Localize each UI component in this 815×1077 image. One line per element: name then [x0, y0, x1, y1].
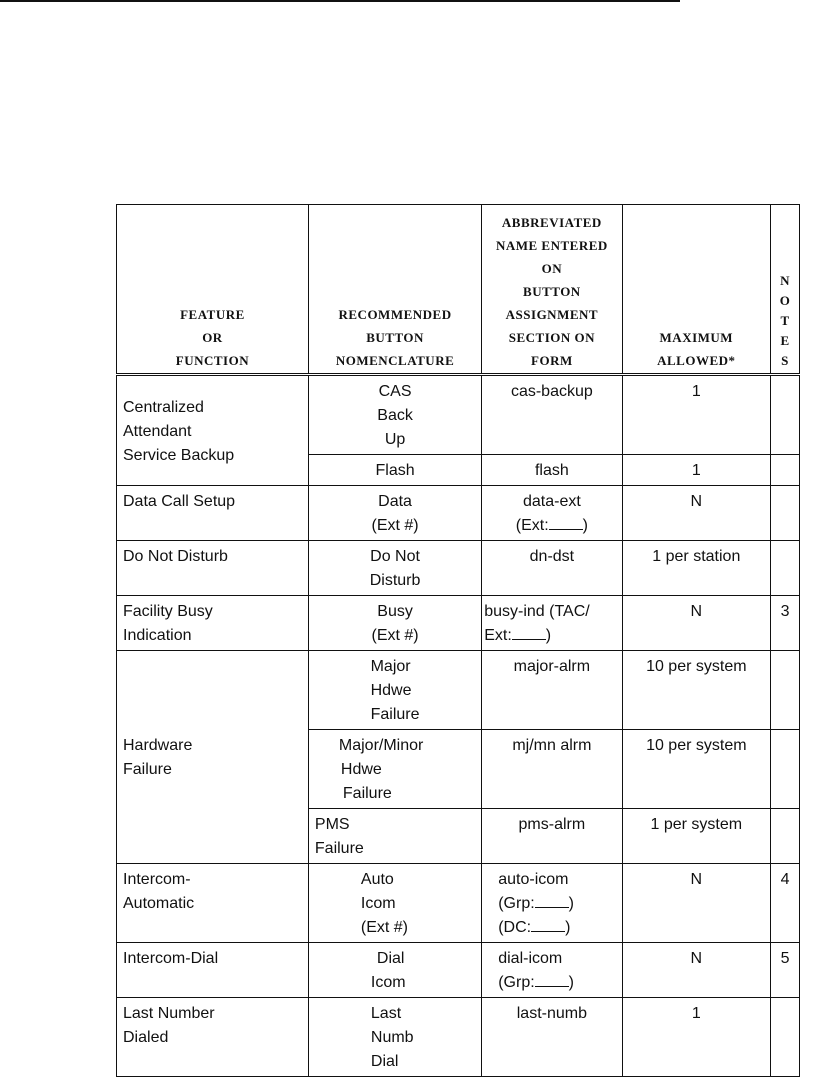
feature-cell: Data Call Setup	[117, 486, 309, 541]
max-cell: 10 per system	[622, 730, 771, 809]
feature-cell: Facility Busy Indication	[117, 596, 309, 651]
max-cell: N	[622, 864, 771, 943]
button-assignment-table	[116, 204, 800, 1077]
note-cell	[771, 651, 800, 730]
table-row	[117, 375, 800, 455]
header-abbrev: ABBREVIATED NAME ENTERED ON BUTTON ASSIGNMENT SECTION ON FORM	[482, 205, 622, 375]
feature-cell: Intercom-Dial	[117, 943, 309, 998]
fill-in-blank	[535, 893, 569, 908]
button-cell: CAS Back Up	[308, 375, 481, 455]
top-rule	[0, 0, 680, 2]
note-cell: 5	[771, 943, 800, 998]
max-cell: 1	[622, 375, 771, 455]
abbrev-cell: major-alrm	[482, 651, 622, 730]
max-cell: 1 per system	[622, 809, 771, 864]
button-cell: Last Numb Dial	[308, 998, 481, 1077]
note-cell	[771, 541, 800, 596]
abbrev-cell: mj/mn alrm	[482, 730, 622, 809]
note-cell	[771, 486, 800, 541]
note-cell: 3	[771, 596, 800, 651]
table-row	[117, 541, 800, 596]
button-cell: Flash	[308, 455, 481, 486]
note-cell	[771, 730, 800, 809]
note-cell	[771, 455, 800, 486]
max-cell: 1 per station	[622, 541, 771, 596]
abbrev-cell: dn-dst	[482, 541, 622, 596]
abbrev-cell: flash	[482, 455, 622, 486]
abbrev-cell: cas-backup	[482, 375, 622, 455]
button-cell: Major/Minor Hdwe Failure	[308, 730, 481, 809]
button-cell: Do Not Disturb	[308, 541, 481, 596]
table-row	[117, 651, 800, 730]
abbrev-cell: auto-icom (Grp: ) (DC: )	[482, 864, 622, 943]
header-maximum: MAXIMUM ALLOWED*	[622, 205, 771, 375]
max-cell: N	[622, 486, 771, 541]
header-button: RECOMMENDED BUTTON NOMENCLATURE	[308, 205, 481, 375]
max-cell: N	[622, 943, 771, 998]
button-cell: Major Hdwe Failure	[308, 651, 481, 730]
fill-in-blank	[512, 625, 546, 640]
fill-in-blank	[549, 515, 583, 530]
button-cell: PMS Failure	[308, 809, 481, 864]
abbrev-cell: pms-alrm	[482, 809, 622, 864]
fill-in-blank	[531, 917, 565, 932]
abbrev-cell: busy-ind (TAC/ Ext: )	[482, 596, 622, 651]
note-cell	[771, 998, 800, 1077]
button-cell: Busy (Ext #)	[308, 596, 481, 651]
max-cell: 1	[622, 455, 771, 486]
feature-cell: Hardware Failure	[117, 651, 309, 864]
feature-cell: Do Not Disturb	[117, 541, 309, 596]
table-row	[117, 864, 800, 943]
feature-cell: Last Number Dialed	[117, 998, 309, 1077]
feature-cell: Centralized Attendant Service Backup	[117, 375, 309, 486]
table-row	[117, 486, 800, 541]
table-row	[117, 998, 800, 1077]
table-row	[117, 943, 800, 998]
button-cell: Dial Icom	[308, 943, 481, 998]
max-cell: 1	[622, 998, 771, 1077]
button-cell: Data (Ext #)	[308, 486, 481, 541]
header-feature: FEATURE OR FUNCTION	[117, 205, 309, 375]
header-row	[117, 205, 800, 375]
button-cell: Auto Icom (Ext #)	[308, 864, 481, 943]
abbrev-cell: last-numb	[482, 998, 622, 1077]
max-cell: N	[622, 596, 771, 651]
max-cell: 10 per system	[622, 651, 771, 730]
header-notes: N O T E S	[771, 205, 800, 375]
note-cell	[771, 375, 800, 455]
fill-in-blank	[535, 972, 569, 987]
abbrev-cell: dial-icom (Grp: )	[482, 943, 622, 998]
note-cell	[771, 809, 800, 864]
note-cell: 4	[771, 864, 800, 943]
abbrev-cell: data-ext (Ext: )	[482, 486, 622, 541]
table-row	[117, 596, 800, 651]
feature-cell: Intercom- Automatic	[117, 864, 309, 943]
